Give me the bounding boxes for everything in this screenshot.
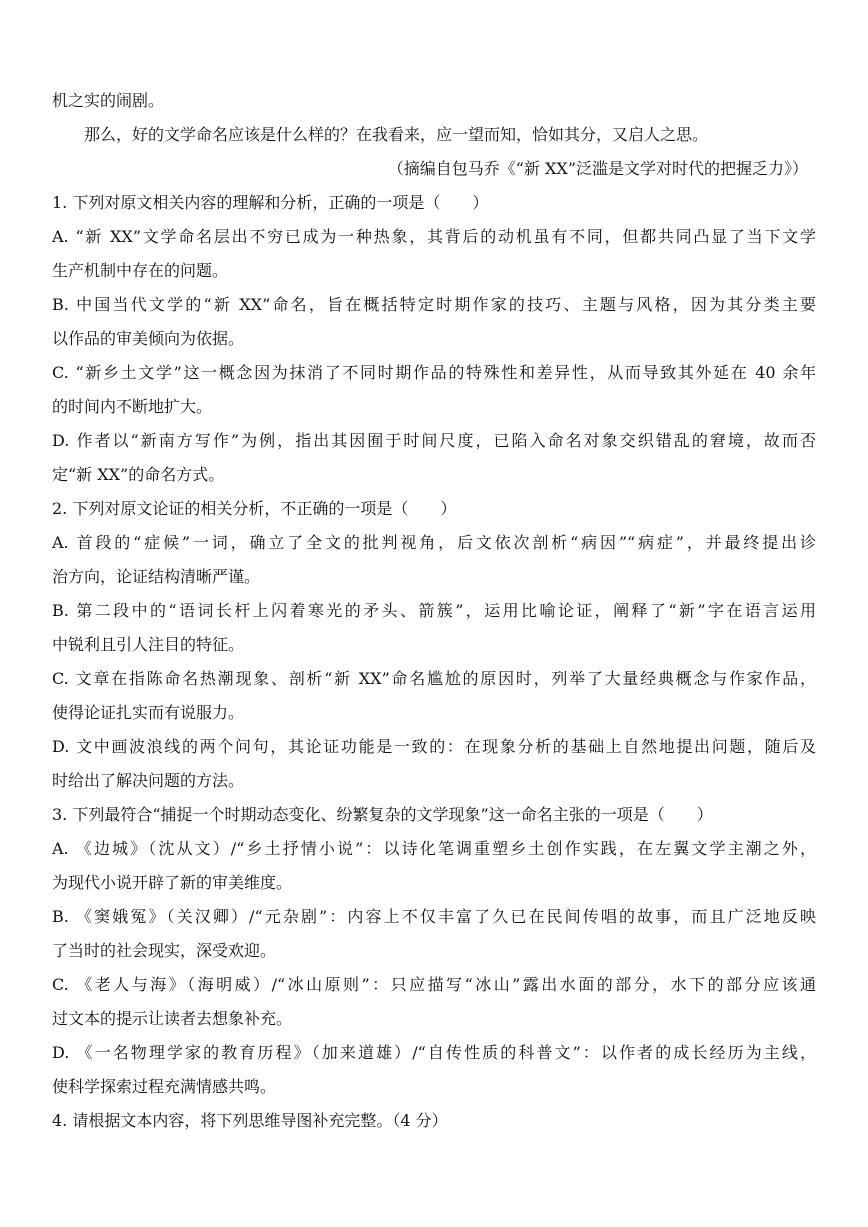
- question-1: [52, 186, 816, 492]
- question-stem: 3. 下列最符合“捕捉一个时期动态变化、纷繁复杂的文学现象”这一命名主张的一项是（ ）: [52, 805, 713, 824]
- option-b-line-2: 了当时的社会现实，深受欢迎。: [52, 941, 277, 960]
- option-a-line-1: A. “新 XX”文学命名层出不穷已成为一种热象，其背后的动机虽有不同，但都共同凸显了当下文学: [52, 227, 816, 246]
- option-c-line-2: 的时间内不断地扩大。: [52, 397, 213, 416]
- passage-tail-line: 机之实的闹剧。: [52, 91, 165, 110]
- option-a-line-1: A. 首段的“症候”一词，确立了全文的批判视角，后文依次剖析“病因”“病症”，并最终提出诊: [52, 533, 816, 552]
- option-c-line-1: C. 《老人与海》（海明威）/“冰山原则”：只应描写“冰山”露出水面的部分，水下的部分应该通: [52, 975, 816, 994]
- option-c-line-2: 过文本的提示让读者去想象补充。: [52, 1009, 293, 1028]
- option-d-line-2: 定“新 XX”的命名方式。: [52, 465, 225, 484]
- option-d-line-1: D. 《一名物理学家的教育历程》（加来道雄）/“自传性质的科普文”：以作者的成长经历为主线，: [52, 1043, 816, 1062]
- option-b-line-1: B. 第二段中的“语词长杆上闪着寒光的矛头、箭簇”，运用比喻论证，阐释了“新”字在语言运用: [52, 601, 816, 620]
- option-b-line-2: 以作品的审美倾向为依据。: [52, 329, 245, 348]
- option-c-line-1: C. “新乡土文学”这一概念因为抹消了不同时期作品的特殊性和差异性，从而导致其外延在 40 余年: [52, 363, 816, 382]
- question-4: [52, 1104, 816, 1138]
- option-d-line-2: 时给出了解决问题的方法。: [52, 771, 245, 790]
- option-a-line-2: 生产机制中存在的问题。: [52, 261, 229, 280]
- option-b-line-2: 中锐利且引人注目的特征。: [52, 635, 245, 654]
- question-stem: 1. 下列对原文相关内容的理解和分析，正确的一项是（ ）: [52, 193, 489, 212]
- option-a-line-2: 为现代小说开辟了新的审美维度。: [52, 873, 293, 892]
- option-a-line-1: A. 《边城》（沈从文）/“乡土抒情小说”：以诗化笔调重塑乡土创作实践，在左翼文学主潮之外，: [52, 839, 816, 858]
- option-b-line-1: B. 《窦娥冤》（关汉卿）/“元杂剧”：内容上不仅丰富了久已在民间传唱的故事，而且广泛地反映: [52, 907, 816, 926]
- passage-closing-line: 那么，好的文学命名应该是什么样的？在我看来，应一望而知，恰如其分，又启人之思。: [84, 125, 709, 144]
- exam-page: [52, 84, 816, 1138]
- option-d-line-2: 使科学探索过程充满情感共鸣。: [52, 1077, 277, 1096]
- option-c-line-1: C. 文章在指陈命名热潮现象、剖析“新 XX”命名尴尬的原因时，列举了大量经典概念与作家作品，: [52, 669, 816, 688]
- question-stem: 4. 请根据文本内容，将下列思维导图补充完整。（4 分）: [52, 1111, 448, 1130]
- option-d-line-1: D. 作者以“新南方写作”为例，指出其因囿于时间尺度，已陷入命名对象交织错乱的窘境，故而否: [52, 431, 816, 450]
- option-a-line-2: 治方向，论证结构清晰严谨。: [52, 567, 261, 586]
- passage-source: （摘编自包马乔《“新 XX”泛滥是文学对时代的把握乏力》）: [387, 159, 808, 178]
- option-b-line-1: B. 中国当代文学的“新 XX”命名，旨在概括特定时期作家的技巧、主题与风格，因为其分类主要: [52, 295, 816, 314]
- option-c-line-2: 使得论证扎实而有说服力。: [52, 703, 245, 722]
- question-3: [52, 798, 816, 1104]
- question-2: [52, 492, 816, 798]
- question-stem: 2. 下列对原文论证的相关分析，不正确的一项是（ ）: [52, 499, 457, 518]
- option-d-line-1: D. 文中画波浪线的两个问句，其论证功能是一致的：在现象分析的基础上自然地提出问题，随后及: [52, 737, 816, 756]
